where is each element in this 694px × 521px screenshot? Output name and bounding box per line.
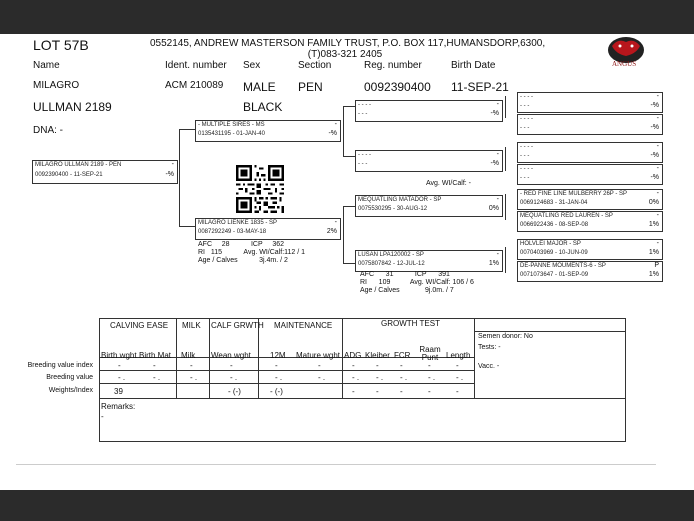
group-growth-test: GROWTH TEST [381, 319, 440, 328]
bv-cell: - . [352, 373, 360, 382]
remarks-value: - [101, 412, 104, 421]
col-ident: Ident. number [165, 60, 227, 71]
bv-cell: - . [376, 373, 384, 382]
bvi-cell: - [456, 361, 459, 370]
col-sex: Sex [243, 60, 261, 71]
col-name: Name [33, 60, 60, 71]
connector-line [343, 263, 355, 264]
connector-line [343, 206, 355, 207]
semen-donor: Semen donor: No [478, 333, 533, 340]
pedigree-sire-sire-box: - - - - - - - - -% [355, 100, 503, 122]
pedigree-dam-dam-box: LUSAN LPA120002 - SP - 0075807842 - 12-JUL-12 1% [355, 250, 503, 272]
bv-cell: - . [456, 373, 464, 382]
connector-line [505, 147, 506, 171]
bvi-cell: - [230, 361, 233, 370]
weight-cell: - [376, 387, 379, 396]
pedigree-g3-box: - RED FINE LINE MULBERRY 26P - SP - 0069124683 - 31-JAN-04 0% [517, 189, 663, 210]
connector-line [505, 247, 506, 273]
weight-cell: - (-) [270, 387, 283, 396]
group-maintenance: MAINTENANCE [274, 321, 333, 330]
bv-cell: - . [190, 373, 198, 382]
row-label-bvi: Breeding value index [27, 362, 93, 369]
logo-text: ANGUS [612, 60, 637, 68]
col-length: Length [446, 351, 471, 360]
pedigree-g3-box: MEQUATLING RED LAUREN - SP - 0066922436 - 08-SEP-08 1% [517, 211, 663, 232]
dam-dam-stats: AFC 31 ICP 391 RI 109 Avg. WI/Calf: 106 / 6 Age / Calves 9j.0m. / 7 [360, 271, 474, 294]
connector-line [343, 106, 355, 107]
pedigree-g3-box: - - - - - - - - -% [517, 92, 663, 113]
pedigree-self-box: MILAGRO ULLMAN 2189 - PEN - 0092390400 - 11-SEP-21 -% [32, 160, 178, 184]
row-label-bv: Breeding value [46, 374, 93, 381]
qr-code-icon [236, 165, 284, 213]
animal-name: MILAGRO [33, 80, 80, 91]
footer-divider [16, 464, 656, 465]
bv-cell: - . [153, 373, 161, 382]
bvi-cell: - [118, 361, 121, 370]
tests: Tests: - [478, 344, 501, 351]
col-kleiber: Kleiber [365, 351, 390, 360]
pedigree-g3-box: - - - - - - - - -% [517, 114, 663, 135]
animal-herd-name: ULLMAN 2189 [33, 100, 112, 114]
col-milk: Milk [181, 351, 196, 360]
connector-line [179, 129, 195, 130]
col-adg: ADG [344, 351, 362, 360]
bv-cell: - . [118, 373, 126, 382]
owner-line-2: (T)083-321 2405 [307, 49, 383, 60]
row-label-weights: Weights/Index [48, 387, 93, 394]
connector-line [343, 156, 355, 157]
group-calving-ease: CALVING EASE [110, 321, 169, 330]
weight-cell: - (-) [228, 387, 241, 396]
weight-cell: - [428, 387, 431, 396]
animal-birth: 11-SEP-21 [451, 80, 509, 94]
connector-line [505, 194, 506, 220]
col-reg: Reg. number [364, 60, 422, 71]
group-milk: MILK [182, 321, 201, 330]
pedigree-g3-box: - - - - - - - - -% [517, 142, 663, 163]
col-birth-mat: Birth Mat [139, 351, 172, 360]
bv-cell: - . [275, 373, 283, 382]
weight-cell: - [400, 387, 403, 396]
pedigree-sire-dam-box: - - - - - - - - -% [355, 150, 503, 172]
bv-cell: - . [400, 373, 408, 382]
pedigree-g3-box: DE-PANNE MOUMENTS-6 - SP P 0071073647 - 01-SEP-09 1% [517, 261, 663, 282]
bv-cell: - . [428, 373, 436, 382]
weight-cell: - [456, 387, 459, 396]
animal-reg: 0092390400 [364, 80, 431, 94]
remarks-label: Remarks: [101, 402, 136, 411]
sire-dam-avg: Avg. WI/Calf: - [426, 180, 471, 187]
owner-address [150, 38, 546, 60]
bvi-cell: - [318, 361, 321, 370]
bvi-cell: - [153, 361, 156, 370]
bvi-cell: - [190, 361, 193, 370]
connector-line [343, 206, 344, 263]
top-dark-bar [0, 0, 694, 34]
pedigree-sire-box: - MULTIPLE SIRES - MS - 0135431195 - 01-JAN-40 -% [195, 120, 341, 142]
animal-ident: ACM 210089 [165, 80, 224, 91]
lot-number: LOT 57B [33, 37, 89, 53]
pedigree-dam-sire-box: MEQUATLING MATADOR - SP - 0075530295 - 30-AUG-12 0% [355, 195, 503, 217]
col-section: Section [298, 60, 332, 71]
bvi-cell: - [400, 361, 403, 370]
bvi-cell: - [376, 361, 379, 370]
animal-colour: BLACK [243, 100, 283, 114]
weight-cell: 39 [114, 387, 123, 396]
col-birth: Birth Date [451, 60, 496, 71]
connector-line [343, 106, 344, 156]
dna-status: DNA: - [33, 125, 63, 136]
pedigree-certificate [0, 34, 694, 490]
bv-cell: - . [230, 373, 238, 382]
animal-section: PEN [298, 80, 323, 94]
weight-cell: - [352, 387, 355, 396]
col-mature-wght: Mature wght [296, 351, 341, 360]
pedigree-g3-box: - - - - - - - - -% [517, 164, 663, 185]
pedigree-g3-box: HOLVLEI MAJOR - SP - 0070403969 - 10-JUN-09 1% [517, 239, 663, 260]
animal-sex: MALE [243, 80, 276, 94]
pedigree-dam-box: MILAGRO LIENKE 1835 - SP - 0087292249 - 03-MAY-18 2% [195, 218, 341, 240]
connector-line [179, 226, 195, 227]
bvi-cell: - [428, 361, 431, 370]
bv-cell: - . [318, 373, 326, 382]
col-fcr: FCR [394, 351, 411, 360]
group-calf-growth: CALF GRWTH [211, 321, 264, 330]
vaccinations: Vacc. - [478, 363, 500, 370]
col-raam-punt: Raam Punt [419, 345, 441, 362]
owner-line-1: 0552145, ANDREW MASTERSON FAMILY TRUST, P.O. BOX 117,HUMANSDORP,6300, [150, 38, 546, 49]
connector-line [179, 129, 180, 226]
col-12m: 12M [270, 351, 286, 360]
dam-stats: AFC 28 ICP 362 RI 115 Avg. WI/Calf:112 / 1 Age / Calves 3j.4m. / 2 [198, 241, 306, 264]
connector-line [505, 96, 506, 118]
bottom-dark-bar [0, 490, 694, 521]
col-birth-wght: Birth wght [101, 351, 137, 360]
col-wean-wght: Wean wght [211, 351, 251, 360]
bvi-cell: - [275, 361, 278, 370]
bvi-cell: - [352, 361, 355, 370]
